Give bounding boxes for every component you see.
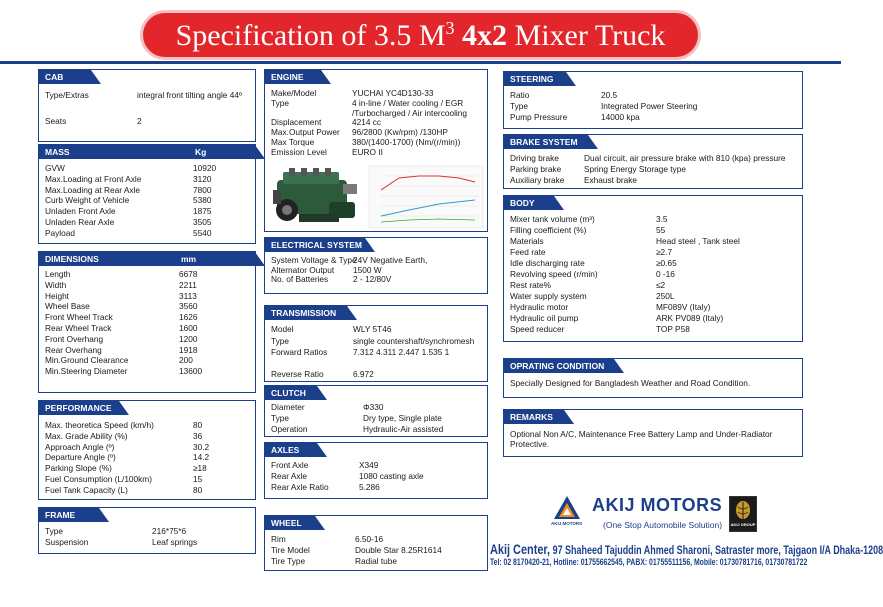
spec-value: 1500 W (353, 264, 382, 275)
group-name: AKIJ GROUP (730, 522, 756, 527)
spec-value: integral front tilting angle 44º (137, 90, 242, 100)
clutch-panel (264, 385, 488, 437)
dimensions-header: DIMENSIONS (39, 252, 255, 266)
transmission-header: TRANSMISSION (265, 306, 347, 320)
spec-value: 24V Negative Earth, (353, 255, 428, 265)
spec-value: ARK PV089 (Italy) (656, 313, 724, 323)
operating-text: Specially Designed for Bangladesh Weather and Road Condition. (510, 378, 751, 388)
body-panel (503, 195, 803, 342)
spec-value: Radial tube (355, 556, 397, 566)
spec-value: 216*75*6 (152, 526, 187, 536)
spec-label: Revolving speed (r/min) (510, 269, 598, 279)
akij-triangle-icon (553, 495, 581, 521)
brake-panel (503, 134, 803, 189)
dimensions-panel (38, 251, 256, 393)
spec-label: Min.Steering Diameter (45, 366, 128, 377)
spec-label: Suspension (45, 536, 89, 547)
engine-header: ENGINE (265, 70, 321, 84)
spec-label: Idle discharging rate (510, 258, 585, 268)
spec-value: Φ330 (363, 402, 384, 412)
steering-panel (503, 71, 803, 129)
spec-value: 5.286 (359, 482, 380, 492)
spec-label: Front Overhang (45, 333, 104, 344)
operating-header: OPRATING CONDITION (504, 359, 614, 373)
remarks-text: Optional Non A/C, Maintenance Free Battery Lamp and Under-Radiator Protective. (510, 429, 773, 449)
engine-image (269, 166, 365, 228)
spec-value: 30.2 (193, 441, 210, 452)
brake-header: BRAKE SYSTEM (504, 135, 588, 149)
spec-value: 0 -16 (656, 269, 675, 279)
spec-value: 20.5 (601, 90, 618, 100)
spec-value: Spring Energy Storage type (584, 164, 686, 174)
spec-value: 2 (137, 116, 142, 126)
spec-label: System Voltage & Type (271, 255, 357, 265)
spec-label: Ratio (510, 90, 530, 100)
spec-value: YUCHAI YC4D130-33 (352, 88, 434, 98)
spec-label: Tire Model (271, 545, 310, 555)
spec-value: 1080 casting axle (359, 471, 424, 481)
brand-tagline: (One Stop Automobile Solution) (603, 520, 723, 530)
spec-value: 55 (656, 225, 666, 235)
spec-label: Model (271, 324, 294, 334)
spec-label: Max.Loading at Front Axle (45, 173, 142, 184)
electrical-panel (264, 237, 488, 294)
spec-value: Dry type, Single plate (363, 413, 442, 423)
spec-label: Driving brake (510, 153, 559, 163)
spec-label: Rear Axle (271, 471, 307, 481)
spec-label: Wheel Base (45, 301, 90, 312)
spec-value: Hydraulic-Air assisted (363, 424, 444, 434)
spec-value: 380/(1400-1700) (Nm/(r/min)) (352, 137, 461, 147)
spec-label: Height (45, 290, 69, 301)
clutch-header: CLUTCH (265, 386, 317, 400)
spec-value: 6.50-16 (355, 534, 384, 544)
spec-label: Type/Extras (45, 90, 89, 100)
spec-value: 3.5 (656, 214, 668, 224)
cab-header: CAB (39, 70, 91, 84)
mass-header: MASS (39, 145, 255, 159)
spec-value: 1200 (179, 333, 198, 344)
spec-label: Tire Type (271, 556, 306, 566)
spec-value: EURO II (352, 146, 383, 157)
performance-header: PERFORMANCE (39, 401, 119, 415)
spec-label: Pump Pressure (510, 112, 568, 122)
spec-value: ≥2.7 (656, 247, 673, 257)
spec-value: 3560 (179, 301, 198, 312)
spec-value: 7800 (193, 184, 212, 195)
spec-label: Feed rate (510, 247, 546, 257)
spec-label: Rest rate% (510, 280, 552, 290)
remarks-header: REMARKS (504, 410, 564, 424)
spec-value: Dual circuit, air pressure brake with 810 (kpa) pressure (584, 153, 786, 163)
spec-value: 80 (193, 420, 203, 430)
spec-label: Seats (45, 116, 67, 126)
spec-label: Fuel Tank Capacity (L) (45, 484, 128, 495)
mass-unit: Kg (195, 147, 207, 157)
cab-panel (38, 69, 256, 142)
spec-label: Parking brake (510, 164, 562, 174)
spec-label: Max.Output Power (271, 127, 340, 138)
spec-label: Rear Wheel Track (45, 323, 112, 333)
frame-header: FRAME (39, 508, 99, 522)
footer-address: Akij Center, 97 Shaheed Tajuddin Ahmed Sharoni, Satraster more, Tajgaon I/A Dhaka-1208 (490, 541, 883, 557)
mass-panel (38, 144, 256, 244)
spec-label: Water supply system (510, 291, 587, 301)
akij-motors-logo (551, 495, 721, 535)
spec-value: TOP P58 (656, 324, 690, 334)
spec-value: 6678 (179, 269, 198, 279)
spec-value: 5540 (193, 227, 212, 238)
spec-label: Unladen Front Axle (45, 206, 116, 217)
spec-label: Unladen Rear Axle (45, 217, 115, 227)
spec-value: 1626 (179, 312, 198, 323)
electrical-header: ELECTRICAL SYSTEM (265, 238, 365, 252)
spec-label: Speed reducer (510, 324, 565, 334)
brand-name: AKIJ MOTORS (592, 495, 723, 515)
spec-label: Approach Angle (º) (45, 441, 115, 452)
brand-small: AKIJ MOTORS (551, 521, 583, 526)
dimensions-unit: mm (181, 254, 197, 264)
spec-label: Filling coefficient (%) (510, 225, 587, 235)
spec-value: Leaf springs (152, 536, 198, 547)
spec-value: 3120 (193, 173, 212, 184)
spec-value: 2211 (179, 279, 197, 290)
spec-label: Rim (271, 534, 286, 544)
spec-value: 1875 (193, 206, 212, 217)
page-title: Specification of 3.5 $M^3$ 4x2 Mixer Truck (143, 13, 698, 57)
spec-label: Min.Ground Clearance (45, 355, 129, 366)
akij-group-logo (729, 496, 757, 532)
spec-value: Exhaust brake (584, 175, 638, 185)
spec-value: single countershaft/synchromesh (353, 335, 475, 346)
frame-panel (38, 507, 256, 554)
spec-label: Emission Level (271, 146, 327, 157)
spec-value: 2 - 12/80V (353, 274, 392, 284)
spec-value: Double Star 8.25R1614 (355, 545, 442, 555)
spec-label: Type (271, 97, 289, 108)
spec-value: 36 (193, 430, 203, 441)
spec-label: GVW (45, 163, 65, 173)
spec-value: 10920 (193, 163, 217, 173)
spec-value: ≥0.65 (656, 258, 677, 268)
spec-label: Alternator Output (271, 264, 335, 275)
spec-label: Make/Model (271, 88, 317, 98)
spec-label: Hydraulic oil pump (510, 313, 579, 323)
footer-phones: Tel: 02 8170420-21, Hotline: 01755662545, PABX: 01755511156, Mobile: 01730781716, 01730781722 (490, 557, 808, 568)
spec-label: Payload (45, 227, 75, 238)
spec-label: Type (271, 413, 289, 423)
spec-label: Fuel Consumption (L/100km) (45, 474, 152, 484)
spec-value: ≥18 (193, 463, 207, 474)
spec-value: 250L (656, 291, 675, 301)
wheat-icon (731, 499, 755, 521)
spec-label: Type (510, 101, 528, 111)
engine-curve-image (369, 166, 483, 228)
spec-label: Curb Weight of Vehicle (45, 195, 130, 206)
spec-label: Type (271, 335, 289, 346)
spec-value: /Turbocharged / Air intercooling (352, 107, 467, 118)
spec-value: ≤2 (656, 280, 666, 290)
spec-label: Hydraulic motor (510, 302, 569, 312)
remarks-panel (503, 409, 803, 457)
spec-value: 13600 (179, 366, 203, 377)
spec-value: 5380 (193, 195, 212, 206)
spec-value: 15 (193, 474, 203, 484)
spec-label: Operation (271, 424, 308, 434)
spec-value: 6.972 (353, 369, 374, 379)
performance-panel (38, 400, 256, 500)
spec-label: Diameter (271, 402, 305, 412)
spec-label: Front Wheel Track (45, 312, 113, 323)
spec-label: Width (45, 279, 67, 290)
spec-value: Head steel , Tank steel (656, 236, 740, 246)
wheel-panel (264, 515, 488, 571)
spec-value: 4 in-line / Water cooling / EGR (352, 97, 464, 108)
spec-label: Forward Ratios (271, 347, 328, 357)
spec-value: 14.2 (193, 452, 210, 463)
spec-label: Rear Axle Ratio (271, 482, 329, 492)
spec-label: Displacement (271, 117, 322, 128)
spec-value: 3505 (193, 217, 212, 227)
spec-value: 14000 kpa (601, 112, 640, 122)
spec-value: 1600 (179, 323, 198, 333)
spec-label: Max. theoretica Speed (km/h) (45, 420, 154, 430)
spec-label: Auxiliary brake (510, 175, 565, 185)
steering-header: STEERING (504, 72, 566, 86)
spec-label: Front Axle (271, 460, 309, 470)
spec-value: 80 (193, 484, 203, 495)
spec-value: WLY 5T46 (353, 324, 392, 334)
spec-value: 3113 (179, 290, 197, 301)
engine-panel (264, 69, 488, 232)
spec-value: 96/2800 (Kw/rpm) /130HP (352, 127, 448, 138)
body-header: BODY (504, 196, 554, 210)
spec-label: Rear Overhang (45, 344, 102, 355)
top-divider (0, 61, 841, 64)
spec-label: Parking Slope (%) (45, 463, 112, 474)
axles-panel (264, 442, 488, 499)
spec-value: X349 (359, 460, 379, 470)
spec-label: Type (45, 526, 63, 536)
spec-value: 200 (179, 355, 193, 366)
spec-label: Materials (510, 236, 544, 246)
spec-value: MF089V (Italy) (656, 302, 711, 312)
spec-label: Mixer tank volume (m³) (510, 214, 595, 224)
spec-value: 7.312 4.311 2.447 1.535 1 (353, 347, 450, 357)
spec-value: 4214 cc (352, 117, 382, 128)
spec-value: 1918 (179, 344, 198, 355)
transmission-panel (264, 305, 488, 382)
axles-header: AXLES (265, 443, 317, 457)
spec-label: Length (45, 269, 71, 279)
spec-label: Reverse Ratio (271, 369, 324, 379)
wheel-header: WHEEL (265, 516, 315, 530)
spec-label: Max.Loading at Rear Axle (45, 184, 141, 195)
spec-label: Max. Grade Ability (%) (45, 430, 128, 441)
spec-label: Departure Angle (º) (45, 452, 116, 463)
spec-label: No. of Batteries (271, 274, 329, 284)
spec-value: Integrated Power Steering (601, 101, 698, 111)
spec-label: Max Torque (271, 137, 315, 147)
operating-panel (503, 358, 803, 398)
